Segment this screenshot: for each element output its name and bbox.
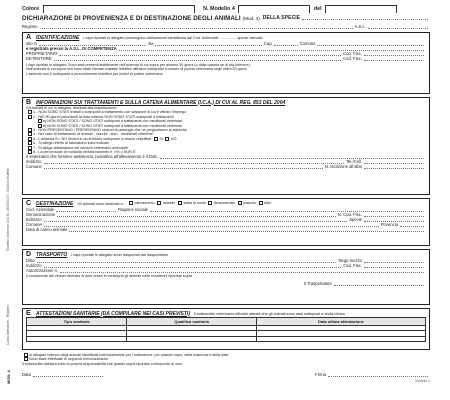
section-e-note: Il sottoscritto veterinario ufficiale attesta che gli animali sono stati sottoposti a visita clinica xyxy=(193,311,345,316)
transport-fiscal-label: Cod. Fisc. xyxy=(343,263,362,268)
cap-label: Cap xyxy=(263,41,272,46)
item-2-checkbox[interactable] xyxy=(28,115,32,119)
transport-plate-label: Targa mezzo xyxy=(338,258,362,263)
footer xyxy=(22,353,430,384)
transport-company-field[interactable] xyxy=(37,258,336,263)
side-note-code: MOD. 4 xyxy=(6,370,11,385)
item-4-checkbox[interactable] xyxy=(28,132,32,136)
section-b-extra-2: 7 - Si allega attestazione del servizio veterinario aziendale xyxy=(26,146,426,150)
date-label: del xyxy=(313,5,322,12)
transport-sign-label: Il Trasportatore xyxy=(303,281,332,287)
loading-date-label: Data di carico animale xyxy=(26,227,68,232)
section-e xyxy=(22,308,430,350)
loading-date-field[interactable] xyxy=(69,227,424,232)
footer-note-1: In allegato l'elenco degli animali identificati individualmente per l'indicazione, per ciascun capo, della matricola e della data xyxy=(22,353,430,357)
transport-address-label: Indirizzo xyxy=(26,263,42,268)
section-b xyxy=(22,97,430,195)
extra-1-checkbox[interactable] xyxy=(28,141,32,145)
comune-label: Comune xyxy=(299,41,316,46)
transport-row-2 xyxy=(26,263,426,268)
item-3-checkbox[interactable] xyxy=(28,128,32,132)
vet-comune-field[interactable] xyxy=(44,165,323,170)
vet-comune-label: Comune xyxy=(26,164,42,170)
section-b-intro: Gli animali di cui in allegato, destinati alla macellazione: xyxy=(26,106,117,110)
section-a-head xyxy=(26,34,426,41)
option-fiera-checkbox[interactable] xyxy=(208,201,212,205)
transport-note: Il conducente del veicolo dichiara di aver preso in consegna gli animali nelle condizioni riportate sopra xyxy=(26,274,193,278)
section-c-intro: Gli animali sono destinati a: xyxy=(77,201,124,206)
asl-registration-field[interactable] xyxy=(119,46,424,51)
header-row xyxy=(22,5,430,13)
section-e-head xyxy=(26,310,426,317)
section-b-head xyxy=(26,99,426,106)
footer-note-3: Il sottoscritto dichiara sotto la propria responsabilità che quanto sopra riportato corrisponde al vero xyxy=(22,361,183,366)
sanitary-table-head xyxy=(27,318,426,326)
footer-sign-field[interactable] xyxy=(328,373,428,378)
dest-code-label: Cod. Aziendale xyxy=(26,207,55,212)
section-b-extra-3: 8 - La percentuale di mortalità nell'allevamento è: 0% o NON E' xyxy=(26,150,426,154)
section-b-item-2b: b) NON SONO STATI / SONO STATI sottoposti a trattamenti con medicinali veterinari xyxy=(26,124,426,128)
transport-row-3 xyxy=(26,268,426,273)
option-altro-checkbox[interactable] xyxy=(259,201,263,205)
modello-date-field[interactable] xyxy=(325,5,397,13)
via-label: Via xyxy=(147,41,154,46)
footer-1-checkbox[interactable] xyxy=(24,353,28,357)
section-a xyxy=(22,32,430,94)
section-a-note-2: Nell'azienda di cui sopra non sono state rilevate malattie infettive diffusive sottoposte a misure di polizia veterinaria negli ultimi 30 giorni. xyxy=(26,67,248,72)
section-b-item-5: 5 - L'azienda SI / NO rientra in un territorio sottoposto a misure restrittive SI NO xyxy=(26,137,426,141)
region-field[interactable] xyxy=(40,24,353,29)
section-b-letter: B xyxy=(26,99,32,106)
transport-plate-field[interactable] xyxy=(364,258,424,263)
section-a-line2 xyxy=(26,46,426,51)
color-field[interactable] xyxy=(43,5,195,13)
transport-sign-spacer xyxy=(28,283,302,287)
section-d-head xyxy=(26,251,426,258)
section-e-letter: E xyxy=(26,310,31,317)
dest-row-5 xyxy=(26,227,426,232)
option-sosta-checkbox[interactable] xyxy=(178,201,182,205)
section-c-letter: C xyxy=(26,200,32,207)
vet-comune-row xyxy=(26,164,426,169)
transport-sign-field[interactable] xyxy=(334,282,424,287)
vet-label: Il veterinario che fornisce assistenza zooiatrica all'allevamento è il Dott. xyxy=(26,154,158,160)
item-1-checkbox[interactable] xyxy=(28,110,32,114)
footer-sign-label: Firma xyxy=(315,372,326,378)
modello-label: N. Modello 4 xyxy=(203,5,235,12)
footer-page-code: Modello 4 xyxy=(415,379,430,384)
item-2b-checkbox[interactable] xyxy=(38,124,42,128)
item-5-checkbox[interactable] xyxy=(28,137,32,141)
transport-fiscal-field[interactable] xyxy=(364,263,424,268)
asl-label: A.S.L. xyxy=(354,24,366,29)
sanitary-table xyxy=(26,317,426,342)
form-content xyxy=(22,5,430,395)
section-a-note-1: I capi riportati in allegato: Sono stati presenti stabilmente nell'azienda di cui sopra per almeno 30 giorni (o dalla nascita se di età inferiore). xyxy=(26,63,251,67)
vet-address-label: Indirizzo xyxy=(26,159,42,165)
footer-date-label: Data xyxy=(22,372,31,378)
section-b-item-2a: a) NON SONO STATI / SONO STATI sottoposti a trattamenti con medicinali veterinari xyxy=(26,119,426,123)
col-type: Tipo sanitaria xyxy=(27,318,127,326)
dest-comune-field[interactable] xyxy=(44,222,379,227)
section-a-note: I capi riportati in allegato provengono dall'azienda identificata dal Cod. Aziendale ................ specie allevata xyxy=(83,35,263,40)
footer-spacer xyxy=(107,374,313,378)
dest-address-field[interactable] xyxy=(44,217,348,222)
dest-address-label: Indirizzo xyxy=(26,217,42,222)
comune-field[interactable] xyxy=(317,41,424,46)
holder-fiscal-label: Cod. Fisc. xyxy=(343,56,362,61)
option-macello-checkbox[interactable] xyxy=(157,201,161,205)
option-allevamento-checkbox[interactable] xyxy=(129,201,133,205)
vet-albo-field[interactable] xyxy=(364,165,424,170)
section-c-head xyxy=(26,200,426,207)
region-label: Regione xyxy=(22,24,38,29)
col-qualification: Qualifica sanitaria xyxy=(127,318,257,326)
form-title: DICHIARAZIONE DI PROVENIENZA E DI DESTINAZIONE DEGLI ANIMALI xyxy=(22,14,241,22)
section-a-title: IDENTIFICAZIONE xyxy=(36,34,80,41)
holder-row xyxy=(26,56,426,61)
section-d-title: TRASPORTO xyxy=(36,251,68,258)
vet-address-row xyxy=(26,159,426,164)
footer-date-field[interactable] xyxy=(33,373,103,378)
dest-denomination-label: Denominazione xyxy=(26,212,56,217)
vet-address-field[interactable] xyxy=(44,160,344,165)
dest-fiscal-field[interactable] xyxy=(364,212,424,217)
dest-species-label: Specie xyxy=(349,217,362,222)
section-d xyxy=(22,249,430,305)
modello-number-field[interactable] xyxy=(238,5,310,13)
transport-row-1 xyxy=(26,258,426,263)
transport-auth-label: Autorizzazione n. xyxy=(26,268,59,273)
section-c-title: DESTINAZIONE xyxy=(36,200,74,207)
option-pascolo-checkbox[interactable] xyxy=(238,201,242,205)
section-b-extra-1: 6 - Si allega referto di laboratorio sotto indicato xyxy=(26,141,426,145)
section-b-item-3: 3 - NON PRESENTANO / PRESENTANO sintomi di patologie che ne pregiudicano la salubrità xyxy=(26,128,426,132)
section-b-item-1: 1 - NON SONO STATI trattati o sottoposti a trattamento con sostanze di cui è vietato l'impiego xyxy=(26,110,426,114)
owner-row xyxy=(26,51,426,56)
owner-field[interactable] xyxy=(59,51,341,56)
holder-fiscal-field[interactable] xyxy=(364,56,424,61)
dest-row-4 xyxy=(26,222,426,227)
section-e-title: ATTESTAZIONI SANITARIE (DA COMPILARE NEI CASI PREVISTI) xyxy=(36,310,190,317)
section-d-letter: D xyxy=(26,251,32,258)
dest-code-field[interactable] xyxy=(56,207,116,212)
vet-phone-label: Tel./Cell. xyxy=(345,159,362,165)
footer-sign-row xyxy=(22,372,430,377)
title-row xyxy=(22,14,430,22)
dest-comune-label: Comune xyxy=(26,222,42,227)
side-note-edition: Modello conforme al D.M. 16/05/2007 - Edizioni Buffetti xyxy=(6,168,10,252)
table-row xyxy=(27,336,426,341)
vet-albo-label: N. Iscrizione all'albo xyxy=(324,164,362,170)
holder-label: DETENTORE xyxy=(26,56,52,61)
col-date: Data ultima attestazione xyxy=(256,318,425,326)
dest-province-field[interactable] xyxy=(400,222,424,227)
section-b-item-4: 4 - Nel caso di trattamento di animali - vaccini - sieri - medicinali veterinari xyxy=(26,132,426,136)
vet-phone-field[interactable] xyxy=(364,160,424,165)
dest-row-1 xyxy=(26,207,426,212)
extra-3-checkbox[interactable] xyxy=(28,150,32,154)
dest-denomination-field[interactable] xyxy=(57,212,336,217)
transport-auth-field[interactable] xyxy=(60,268,424,273)
destination-options: allevamento macello stalla di sosta fiera/mercato pascolo altro xyxy=(128,201,272,205)
vet-row xyxy=(26,154,426,159)
section-b-item-2: 2 - NEI 90 giorni precedenti la data odierna NON SONO STATI sottoposti a trattamenti xyxy=(26,115,426,119)
owner-fiscal-field[interactable] xyxy=(364,51,424,56)
dest-row-2 xyxy=(26,212,426,217)
section-a-letter: A xyxy=(26,34,32,41)
footer-2-checkbox[interactable] xyxy=(24,357,28,361)
side-note-copy: Copia Allevatore - Registro xyxy=(6,304,10,346)
section-b-title: INFORMAZIONI SUI TRATTAMENTI E SULLA CATENA ALIMENTARE (I.C.A.) DI CUI AL REG. 853 DEL 2004 xyxy=(36,99,286,106)
species-label: DELLA SPECIE xyxy=(262,15,301,21)
site-label: sito in xyxy=(26,41,37,46)
transport-address-field[interactable] xyxy=(44,263,342,268)
vet-name-field[interactable] xyxy=(160,155,424,160)
si-checkbox[interactable] xyxy=(154,137,158,141)
section-d-intro: I capi riportati in allegato sono trasportati dal trasportatore xyxy=(71,252,169,257)
dest-company-field[interactable] xyxy=(150,207,424,212)
asl-field[interactable] xyxy=(368,24,428,29)
owner-fiscal-label: Cod. Fisc. xyxy=(343,51,362,56)
extra-2-checkbox[interactable] xyxy=(28,146,32,150)
dest-fiscal-label: N. Cod. Fisc. xyxy=(337,212,362,217)
dest-row-3 xyxy=(26,217,426,222)
species-field[interactable] xyxy=(302,16,428,21)
transport-company-label: Ditta xyxy=(26,258,35,263)
form-sheet xyxy=(6,5,442,395)
no-checkbox[interactable] xyxy=(165,137,169,141)
transport-sign-row xyxy=(26,281,426,286)
footer-note-2: Sono state effettuate le seguenti immunizzazioni xyxy=(22,357,430,361)
cap-field[interactable] xyxy=(274,41,298,46)
owner-label: PROPRIETARIO xyxy=(26,51,58,56)
section-c xyxy=(22,198,430,246)
item-2a-checkbox[interactable] xyxy=(38,119,42,123)
dest-province-label: Provincia xyxy=(380,222,398,227)
asl-registration-label: e registrata presso la A.S.L. DI COMPETENZA xyxy=(26,46,117,51)
color-label: Colore xyxy=(22,5,40,12)
form-subtitle: (Mod. 4) xyxy=(242,15,260,21)
region-row xyxy=(22,24,430,29)
section-a-note-3: L'azienda non è sottoposta a provvedimenti restrittivi per motivi di polizia veterinaria. xyxy=(26,71,164,76)
via-field[interactable] xyxy=(155,41,262,46)
dest-company-label: Ragione sociale xyxy=(118,207,148,212)
holder-field[interactable] xyxy=(54,56,341,61)
